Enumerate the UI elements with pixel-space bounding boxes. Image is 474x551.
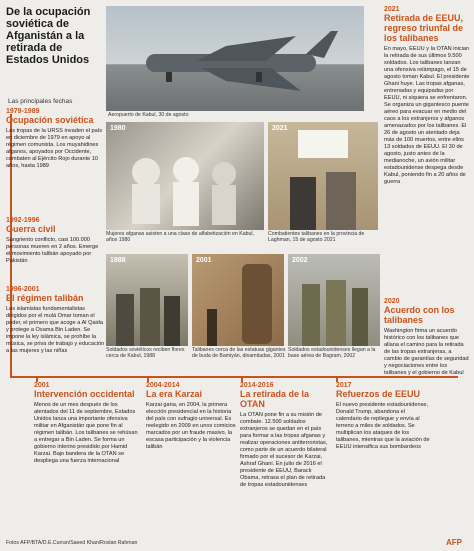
section-text: Las tropas de la URSS invaden el país en diciembre de 1979 en apoyo al régimen comunista. Los muyahidines afganos, apoyados por Occidente, combaten al Ejército Rojo durante 10 años, hasta 1989 — [6, 128, 103, 169]
section-2001 — [34, 382, 138, 465]
section-years: 2020 — [384, 298, 400, 305]
section-years: 2021 — [384, 6, 400, 13]
photo-credit: Fotos AFP/BTA/D.E.Curran/Saeed Khan/Roslan Rahman — [6, 540, 138, 546]
airplane-icon — [106, 6, 364, 111]
section-2004 — [146, 382, 236, 451]
plane-photo — [106, 6, 364, 111]
photo-year: 2001 — [196, 257, 212, 264]
afp-logo: AFP — [446, 538, 462, 547]
caption-buddha: Talibanes cerca de las estatuas gigantes de buda de Bamiyán, dinamitadas, 2001 — [192, 347, 286, 360]
flag-icon — [268, 122, 378, 230]
caption-plane: Aeropuerto de Kabul, 30 de agosto — [108, 112, 189, 118]
caption-women: Mujeres afganas asisten a una clase de alfabetización en Kabul, años 1980 — [106, 231, 254, 244]
section-text: La OTAN pone fin a su misión de combate. 12.500 soldados extranjeros se quedan en el país para formar a las tropas afganas y realizar operaciones antiterroristas, como parte de un acuerdo bilateral firmado por el sucesor de Karzai, Ashraf Ghani. En julio de 2016 el presidente de EEUU, Barack Obama, retrasa el plan de retirada de tropas estadounidenses — [240, 412, 328, 488]
section-years: 2017 — [336, 382, 352, 389]
subtitle: Las principales fechas — [8, 98, 73, 105]
section-text: Washington firma un acuerdo histórico con los talibanes que allana el camino para la retirada de las tropas extranjeras, a cambio de garantías de seguridad y negociaciones entre los talibanes y el gobierno de Kabul — [384, 328, 469, 376]
section-heading: Guerra civil — [6, 224, 56, 234]
page-title: De la ocupación soviética de Afganistán a la retirada de Estados Unidos — [6, 6, 91, 66]
buddha-photo — [192, 254, 284, 346]
section-heading: Intervención occidental — [34, 389, 135, 399]
section-1979 — [6, 108, 104, 170]
section-years: 2001 — [34, 382, 50, 389]
section-1992 — [6, 217, 104, 265]
caption-taliban2021: Combatientes talibanes en la provincia de Laghman, 15 de agosto 2021 — [268, 231, 365, 244]
section-text: El nuevo presidente estadounidense, Donald Trump, abandona el calendario de repliegue y envía al terreno a miles de soldados. Se multiplican los ataques de los talibanes, mientras que la aviación de EEUU intensifica sus bombardeos — [336, 402, 430, 450]
caption-soviet: Soldados soviéticos reciben flores cerca de Kabul, 1988 — [106, 347, 185, 360]
section-text: En mayo, EEUU y la OTAN inician la retirada de sus últimos 9.500 soldados. Los talibanes lanzan una ofensiva relámpago, el 15 de agosto toman Kabul. El presidente Ghani huye. Las tropas afganas, entrenadas y equipadas por EEUU, ni siquiera se enfrentaron. Se organiza un gigantesco puente aéreo para evacuar en medio del caos a los extranjeros y afganos amenazados por los talibanes. El 26 de agosto un atentado deja más de 100 muertos, entre ellos 13 soldados de EEUU. El 30 de agosto, justo antes de la medianoche, un avión militar estadounidense despega desde Kabul, poniendo fin a 20 años de guerra — [384, 46, 470, 185]
section-years: 1992-1996 — [6, 217, 40, 224]
section-heading: Acuerdo con los talibanes — [384, 305, 455, 325]
soldiers-icon — [288, 254, 380, 346]
people-icon — [106, 122, 264, 230]
section-2017 — [336, 382, 432, 451]
caption-usarmy: Soldados estadounidenses llegan a la base aérea de Bagram, 2002 — [288, 347, 376, 360]
statue-icon — [192, 254, 284, 346]
section-years: 1996-2001 — [6, 286, 40, 293]
section-heading: Retirada de EEUU, regreso triunfal de los talibanes — [384, 13, 464, 43]
section-2020 — [384, 298, 470, 377]
taliban-photo — [268, 122, 378, 230]
section-text: Menos de un mes después de los atentados del 11 de septiembre, Estados Unidos lanza una importante ofensiva militar en Afganistán que pone fin al régimen talibán. Los talibanes se rehúsan a entregar a Bin Laden. Se forma un gobierno interino presidido por Hamid Karzai. Bajo bandera de la OTAN se despliega una fuerza internacional — [34, 402, 138, 464]
soviet-photo — [106, 254, 188, 346]
section-years: 2014-2016 — [240, 382, 274, 389]
usarmy-photo — [288, 254, 380, 346]
photo-year: 2021 — [272, 125, 288, 132]
section-text: Sangriento conflicto, casi 100.000 personas mueren en 2 años. Emerge el movimiento talibán apoyado por Pakistán — [6, 237, 99, 264]
photo-year: 1988 — [110, 257, 126, 264]
photo-year: 1980 — [110, 125, 126, 132]
section-heading: Ocupación soviética — [6, 115, 94, 125]
photo-year: 2002 — [292, 257, 308, 264]
section-1996 — [6, 286, 106, 355]
section-heading: La retirada de la OTAN — [240, 389, 310, 409]
section-heading: Refuerzos de EEUU — [336, 389, 421, 399]
section-years: 2004-2014 — [146, 382, 180, 389]
section-2021 — [384, 6, 470, 186]
section-text: Los islamistas fundamentalistas dirigidos por el mulá Omar toman el poder, el primero que acoge a Al Qaida y protege a Osama Bin Laden. Se impone la ley islámica, se prohíbe la música, se priva de trabajo y educación a las mujeres y las niñas — [6, 306, 105, 354]
section-heading: El régimen talibán — [6, 293, 84, 303]
section-text: Karzai gana, en 2004, la primera elección presidencial en la historia del país con sufragio universal. Es reelegido en 2009 en unos comicios marcados por un fraude masivo, la escasa participación y la violencia talibán — [146, 402, 236, 450]
section-years: 1979-1989 — [6, 108, 40, 115]
women-photo — [106, 122, 264, 230]
soldiers-icon — [106, 254, 188, 346]
section-2014 — [240, 382, 332, 489]
section-heading: La era Karzai — [146, 389, 203, 399]
